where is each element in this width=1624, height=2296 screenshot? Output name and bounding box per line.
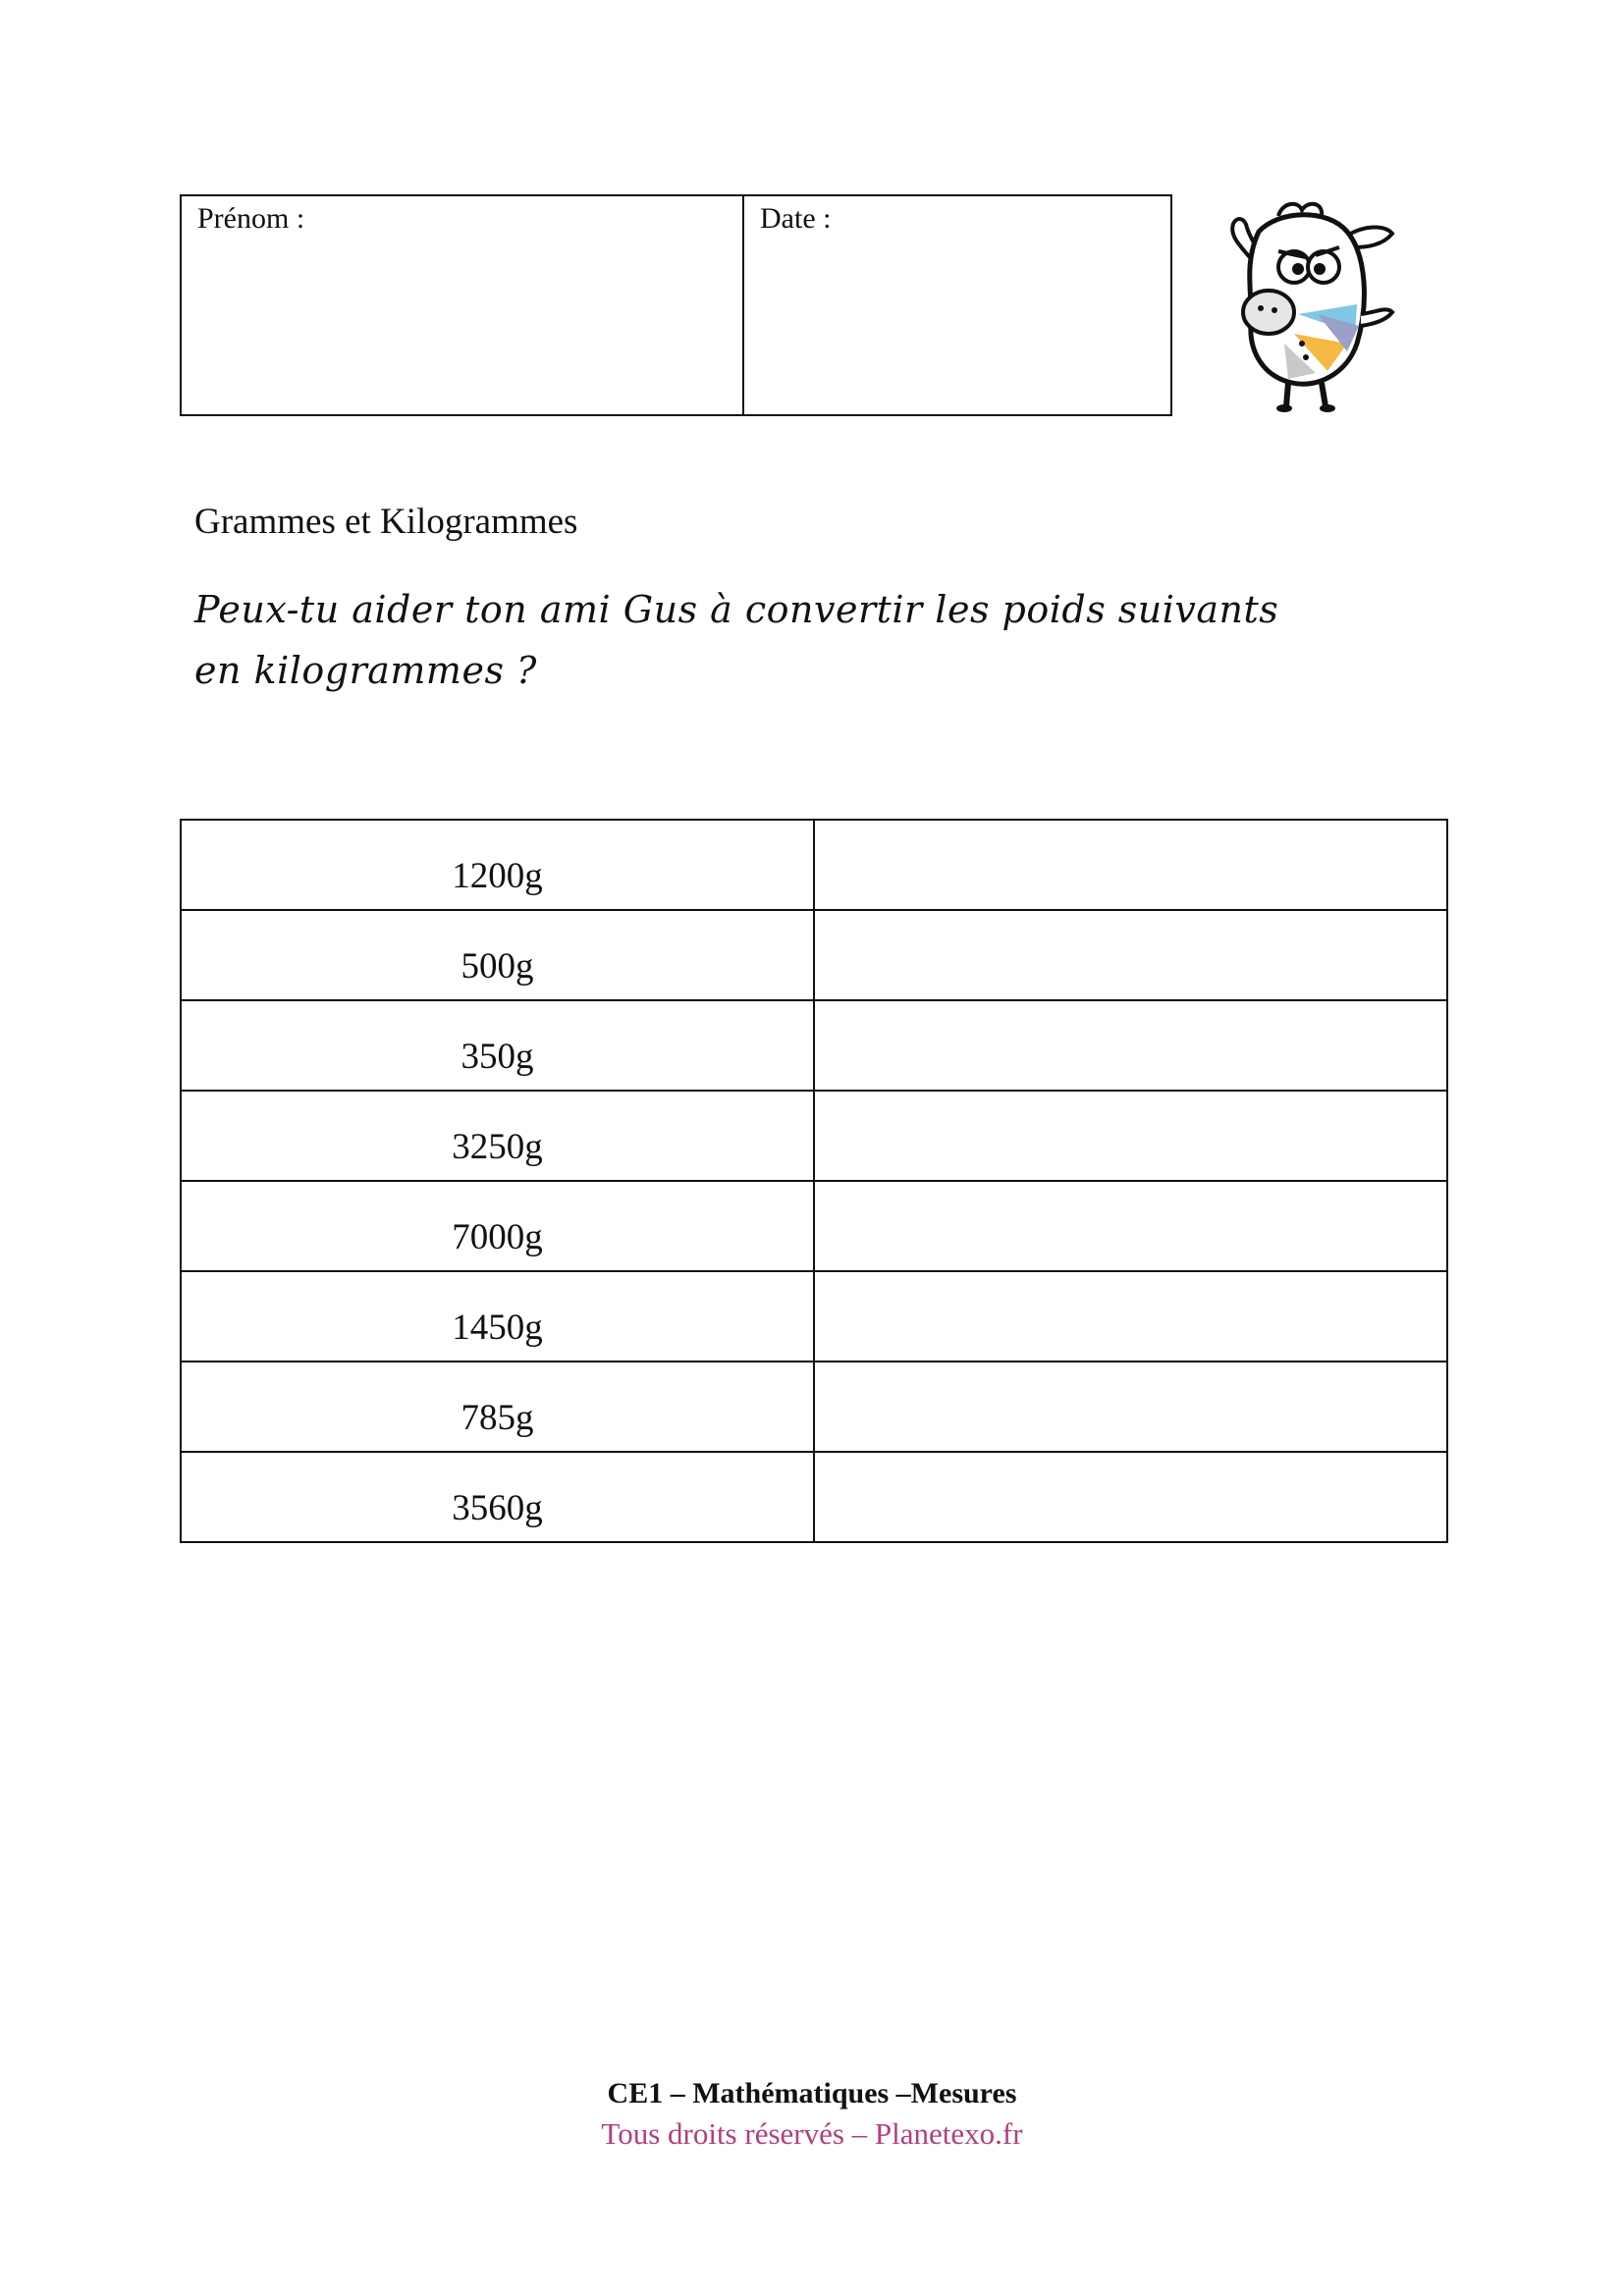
answer-cell[interactable] bbox=[814, 1452, 1447, 1542]
table-row bbox=[181, 1362, 1447, 1452]
instruction-text bbox=[194, 579, 1471, 701]
sheep-mascot-icon bbox=[1200, 196, 1418, 418]
table-row bbox=[181, 910, 1447, 1000]
date-field[interactable] bbox=[744, 196, 1170, 414]
grams-cell: 7000g bbox=[181, 1181, 814, 1271]
conversion-table bbox=[180, 819, 1448, 1543]
answer-cell[interactable] bbox=[814, 820, 1447, 910]
answer-cell[interactable] bbox=[814, 1000, 1447, 1091]
grams-cell: 3560g bbox=[181, 1452, 814, 1542]
answer-cell[interactable] bbox=[814, 910, 1447, 1000]
grams-cell: 500g bbox=[181, 910, 814, 1000]
table-row bbox=[181, 820, 1447, 910]
grams-cell: 3250g bbox=[181, 1091, 814, 1181]
footer-title: CE1 – Mathématiques –Mesures bbox=[607, 2077, 1017, 2109]
prenom-field[interactable] bbox=[182, 196, 744, 414]
answer-cell[interactable] bbox=[814, 1091, 1447, 1181]
instruction-line-1: Peux-tu aider ton ami Gus à convertir les poids suivants bbox=[194, 588, 1279, 631]
grams-cell: 1450g bbox=[181, 1271, 814, 1362]
table-row bbox=[181, 1000, 1447, 1091]
grams-cell: 1200g bbox=[181, 820, 814, 910]
grams-cell: 785g bbox=[181, 1362, 814, 1452]
grams-cell: 350g bbox=[181, 1000, 814, 1091]
answer-cell[interactable] bbox=[814, 1362, 1447, 1452]
table-row bbox=[181, 1271, 1447, 1362]
date-label: Date : bbox=[760, 202, 832, 235]
prenom-label: Prénom : bbox=[197, 202, 305, 235]
answer-cell[interactable] bbox=[814, 1181, 1447, 1271]
answer-cell[interactable] bbox=[814, 1271, 1447, 1362]
table-row bbox=[181, 1181, 1447, 1271]
student-info-box bbox=[180, 194, 1172, 416]
section-title: Grammes et Kilogrammes bbox=[194, 502, 578, 542]
table-row bbox=[181, 1091, 1447, 1181]
instruction-line-2: en kilogrammes ? bbox=[194, 649, 537, 692]
table-row bbox=[181, 1452, 1447, 1542]
footer-rights: Tous droits réservés – Planetexo.fr bbox=[601, 2116, 1023, 2151]
